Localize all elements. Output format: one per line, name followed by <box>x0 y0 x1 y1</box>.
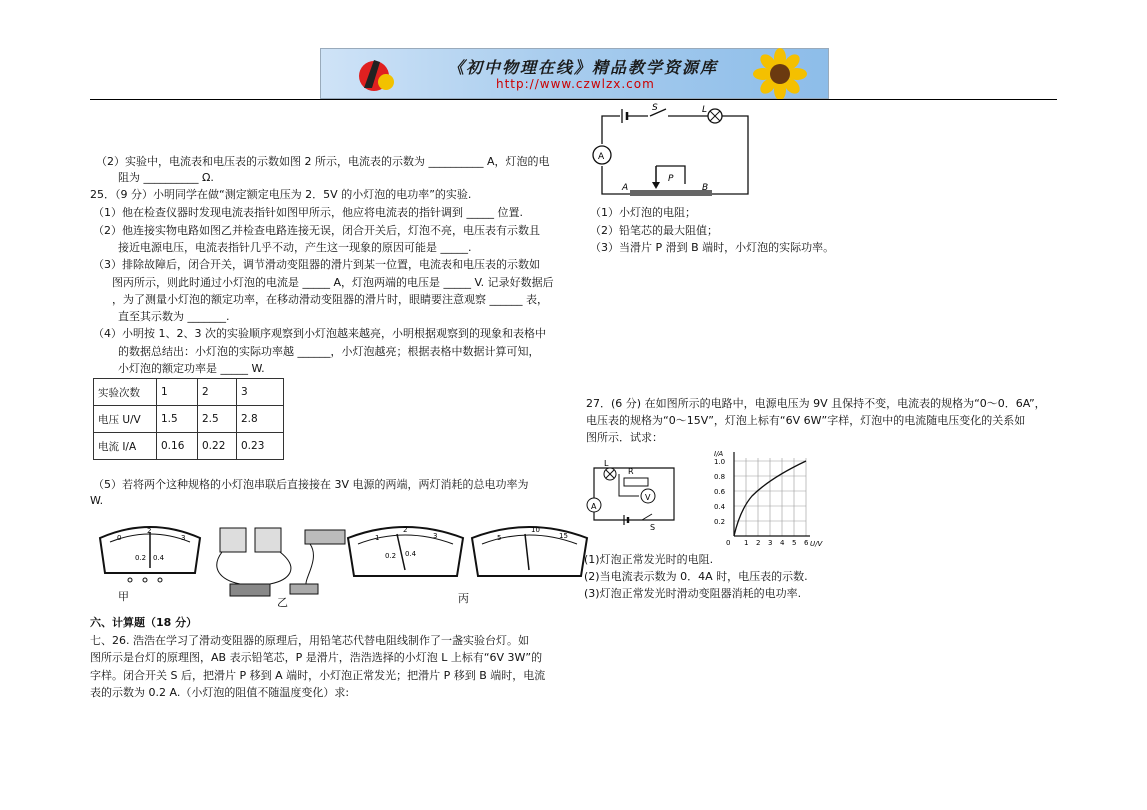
left-line: （1）他在检查仪器时发现电流表指针如图甲所示，他应将电流表的指针调到 _____ 位置. <box>93 206 523 219</box>
table-cell: 2.8 <box>237 406 284 433</box>
svg-text:V: V <box>645 493 651 502</box>
left-line: 阻为 __________ Ω. <box>118 171 214 184</box>
svg-text:R: R <box>628 467 634 476</box>
q26-sub: （2）铅笔芯的最大阻值； <box>590 224 718 237</box>
svg-text:A: A <box>598 152 605 162</box>
svg-text:10: 10 <box>531 526 540 534</box>
q27-line: 图所示．试求： <box>586 431 663 444</box>
section-title: 六、计算题（18 分） <box>90 616 198 629</box>
table-row <box>94 433 284 460</box>
data-table <box>93 378 284 460</box>
fig-label-bing: 丙 <box>458 592 469 605</box>
svg-text:0.2: 0.2 <box>135 554 147 562</box>
svg-text:3: 3 <box>433 532 438 540</box>
svg-text:0: 0 <box>117 534 122 542</box>
x-tick: 5 <box>792 539 797 547</box>
y-tick: 0.8 <box>714 473 726 481</box>
q27-sub: (1)灯泡正常发光时的电阻. <box>584 553 714 566</box>
table-cell: 电压 U/V <box>94 406 157 433</box>
svg-text:A: A <box>622 183 629 193</box>
meters-figure <box>95 518 568 606</box>
left-line: （3）排除故障后，闭合开关，调节滑动变阻器的滑片到某一位置，电流表和电压表的示数如 <box>93 258 540 271</box>
sunflower-icon <box>735 50 825 96</box>
left-line: （4）小明按 1、2、3 次的实验顺序观察到小灯泡越来越亮，小明根据观察到的现象和表格中 <box>93 327 546 340</box>
x-tick: 1 <box>744 539 749 547</box>
x-tick: 3 <box>768 539 773 547</box>
y-tick: 1.0 <box>714 458 726 466</box>
q26-sub: （1）小灯泡的电阻； <box>590 206 696 219</box>
svg-text:2: 2 <box>403 526 408 534</box>
q26-line: 七、26. 浩浩在学习了滑动变阻器的原理后，用铅笔芯代替电阻线制作了一盏实验台灯。如 <box>90 634 529 647</box>
svg-text:0.4: 0.4 <box>405 550 417 558</box>
x-tick: 4 <box>780 539 785 547</box>
q27-sub: (3)灯泡正常发光时滑动变阻器消耗的电功率. <box>584 587 802 600</box>
q27-circuit <box>584 460 684 532</box>
q26-line: 图所示是台灯的原理图，AB 表示铅笔芯，P 是滑片，浩浩选择的小灯泡 L 上标有“6V 3W”的 <box>90 651 543 664</box>
table-cell: 实验次数 <box>94 379 157 406</box>
svg-text:3: 3 <box>181 534 186 542</box>
table-cell: 1 <box>157 379 198 406</box>
fig-label-yi: 乙 <box>277 596 288 609</box>
y-tick: 0.4 <box>714 503 726 511</box>
table-cell: 2.5 <box>198 406 237 433</box>
q26-circuit <box>590 104 760 200</box>
svg-text:5: 5 <box>497 534 502 542</box>
svg-text:S: S <box>650 523 656 532</box>
ammeter-bing <box>348 526 463 576</box>
table-cell: 0.16 <box>157 433 198 460</box>
table-cell: 电流 I/A <box>94 433 157 460</box>
circuit-yi <box>217 528 345 596</box>
left-line: 直至其示数为 _______. <box>118 310 230 323</box>
svg-text:0.4: 0.4 <box>153 554 165 562</box>
table-row <box>94 406 284 433</box>
q26-sub: （3）当滑片 P 滑到 B 端时，小灯泡的实际功率。 <box>590 241 835 254</box>
svg-text:L: L <box>604 459 609 468</box>
x-tick: 2 <box>756 539 761 547</box>
table-cell: 3 <box>237 379 284 406</box>
left-line: 25．（9 分）小明同学在做“测定额定电压为 2．5V 的小灯泡的电功率”的实验. <box>90 188 472 201</box>
left-line: （2）他连接实物电路如图乙并检查电路连接无误，闭合开关后，灯泡不亮，电压表有示数且 <box>93 224 540 237</box>
svg-text:15: 15 <box>559 532 568 540</box>
ammeter-jia <box>100 527 200 582</box>
svg-text:S: S <box>652 103 658 113</box>
iu-graph <box>706 448 830 548</box>
q27-sub: (2)当电流表示数为 0．4A 时，电压表的示数. <box>584 570 808 583</box>
svg-text:A: A <box>591 502 597 511</box>
q27-line: 27．(6 分) 在如图所示的电路中，电源电压为 9V 且保持不变，电流表的规格为“0～0．6A”， <box>586 397 1046 410</box>
q26-line: 字样。闭合开关 S 后，把滑片 P 移到 A 端时，小灯泡正常发光；把滑片 P 移到 B 端时，电流 <box>90 669 546 682</box>
x-tick: 0 <box>726 539 731 547</box>
svg-text:0.2: 0.2 <box>385 552 397 560</box>
svg-text:P: P <box>668 174 674 184</box>
banner-title: 《初中物理在线》精品教学资源库 <box>448 58 719 77</box>
q27-line: 电压表的规格为“0～15V”，灯泡上标有“6V 6W”字样，灯泡中的电流随电压变化的关系如 <box>586 414 1026 427</box>
svg-text:L: L <box>702 105 708 115</box>
svg-text:1: 1 <box>375 534 380 542</box>
q5-line: （5）若将两个这种规格的小灯泡串联后直接接在 3V 电源的两端，两灯消耗的总电功率为 <box>93 478 529 491</box>
q5-line: W. <box>90 494 104 507</box>
banner-url: http://www.czwlzx.com <box>496 77 655 91</box>
table-cell: 1.5 <box>157 406 198 433</box>
logo-icon <box>352 52 402 94</box>
svg-text:2: 2 <box>147 527 152 535</box>
voltmeter-bing <box>472 526 587 576</box>
header-rule <box>90 99 1057 100</box>
left-line: 接近电源电压，电流表指针几乎不动，产生这一现象的原因可能是 _____. <box>118 241 472 254</box>
fig-label-jia: 甲 <box>118 590 129 603</box>
table-cell: 2 <box>198 379 237 406</box>
left-line: 图丙所示，则此时通过小灯泡的电流是 _____ A，灯泡两端的电压是 _____ V. 记录好数据后 <box>112 276 554 289</box>
table-cell: 0.22 <box>198 433 237 460</box>
left-line: 的数据总结出：小灯泡的实际功率越 ______，小灯泡越亮；根据表格中数据计算可知， <box>118 345 540 358</box>
svg-text:B: B <box>702 183 709 193</box>
x-tick: 6 <box>804 539 809 547</box>
left-line: （2）实验中，电流表和电压表的示数如图 2 所示，电流表的示数为 __________ A，灯泡的电 <box>96 155 550 168</box>
y-tick: 0.6 <box>714 488 726 496</box>
graph-xlabel: U/V <box>810 540 823 548</box>
q26-line: 表的示数为 0.2 A.（小灯泡的阻值不随温度变化）求: <box>90 686 350 699</box>
y-tick: 0.2 <box>714 518 726 526</box>
table-cell: 0.23 <box>237 433 284 460</box>
left-line: 小灯泡的额定功率是 _____ W. <box>118 362 265 375</box>
graph-ylabel: I/A <box>714 450 724 458</box>
left-line: ，为了测量小灯泡的额定功率，在移动滑动变阻器的滑片时，眼睛要注意观察 ______ 表， <box>112 293 548 306</box>
table-row <box>94 379 284 406</box>
